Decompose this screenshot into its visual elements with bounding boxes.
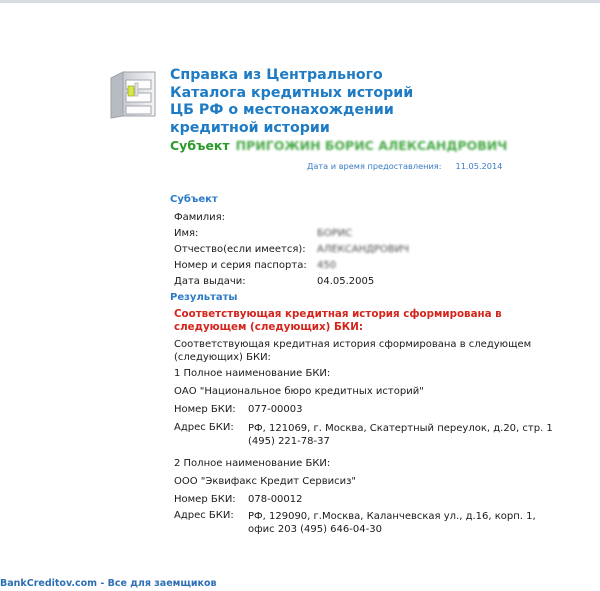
section-heading-results: Результаты [170, 292, 238, 303]
title-line: Справка из Центрального [170, 67, 383, 83]
page-title [170, 67, 430, 137]
date-label: Дата и время предоставления: [307, 161, 442, 171]
bureau-number-label: Номер БКИ: [174, 404, 236, 415]
bureau-heading-text: 1 Полное наименование БКИ: [174, 368, 331, 379]
bureau-name-text: ООО "Эквифакс Кредит Сервисиз" [174, 476, 357, 487]
subject-banner-name: ПРИГОЖИН БОРИС АЛЕКСАНДРОВИЧ [235, 138, 508, 153]
name-label: Имя: [174, 228, 199, 239]
title-line: Каталога кредитных историй [170, 84, 414, 101]
bureau-address-value: РФ, 121069, г. Москва, Скатертный переулок, д.20, стр. 1 (495) 221-78-37 [248, 423, 553, 447]
passport-label: Номер и серия паспорта: [174, 260, 307, 271]
name-value: БОРИС [317, 228, 353, 239]
patronymic-value: АЛЕКСАНДРОВИЧ [317, 244, 410, 255]
bureau-address-value: РФ, 129090, г.Москва, Каланчевская ул., д.16, корп. 1, офис 203 (495) 646-04-30 [248, 511, 536, 535]
result-warning: Соответствующая кредитная история сформирована в следующем (следующих) БКИ: [174, 308, 502, 333]
date-value: 11.05.2014 [455, 161, 503, 171]
patronymic-label: Отчество(если имеется): [174, 244, 306, 255]
footer-watermark[interactable]: BankCreditov.com - Все для заемщиков [0, 578, 217, 589]
result-text: Соответствующая кредитная история сформирована в следующем (следующих) БКИ: [174, 339, 532, 363]
issue-date-value: 04.05.2005 [317, 276, 375, 287]
bureau-name-text: ОАО "Национальное бюро кредитных историй" [174, 386, 424, 397]
issue-date-label: Дата выдачи: [174, 276, 246, 287]
top-edge [0, 0, 600, 3]
section-heading-subject: Субъект [170, 194, 218, 205]
bureau-number-value: 078-00012 [248, 494, 303, 505]
provision-date [307, 161, 502, 171]
surname-label: Фамилия: [174, 212, 226, 223]
title-line: ЦБ РФ о местонахождении [170, 102, 394, 118]
passport-value: 450 [317, 260, 337, 271]
bureau-number-label: Номер БКИ: [174, 494, 236, 505]
bureau-number-value: 077-00003 [248, 404, 303, 415]
subject-banner [170, 138, 507, 153]
bureau-heading-text: 2 Полное наименование БКИ: [174, 458, 331, 469]
document-cabinet-icon [107, 68, 159, 120]
bureau-address-label: Адрес БКИ: [174, 510, 234, 521]
bureau-address-label: Адрес БКИ: [174, 422, 234, 433]
title-line: кредитной истории [170, 119, 330, 136]
subject-banner-label: Субъект [170, 138, 230, 153]
